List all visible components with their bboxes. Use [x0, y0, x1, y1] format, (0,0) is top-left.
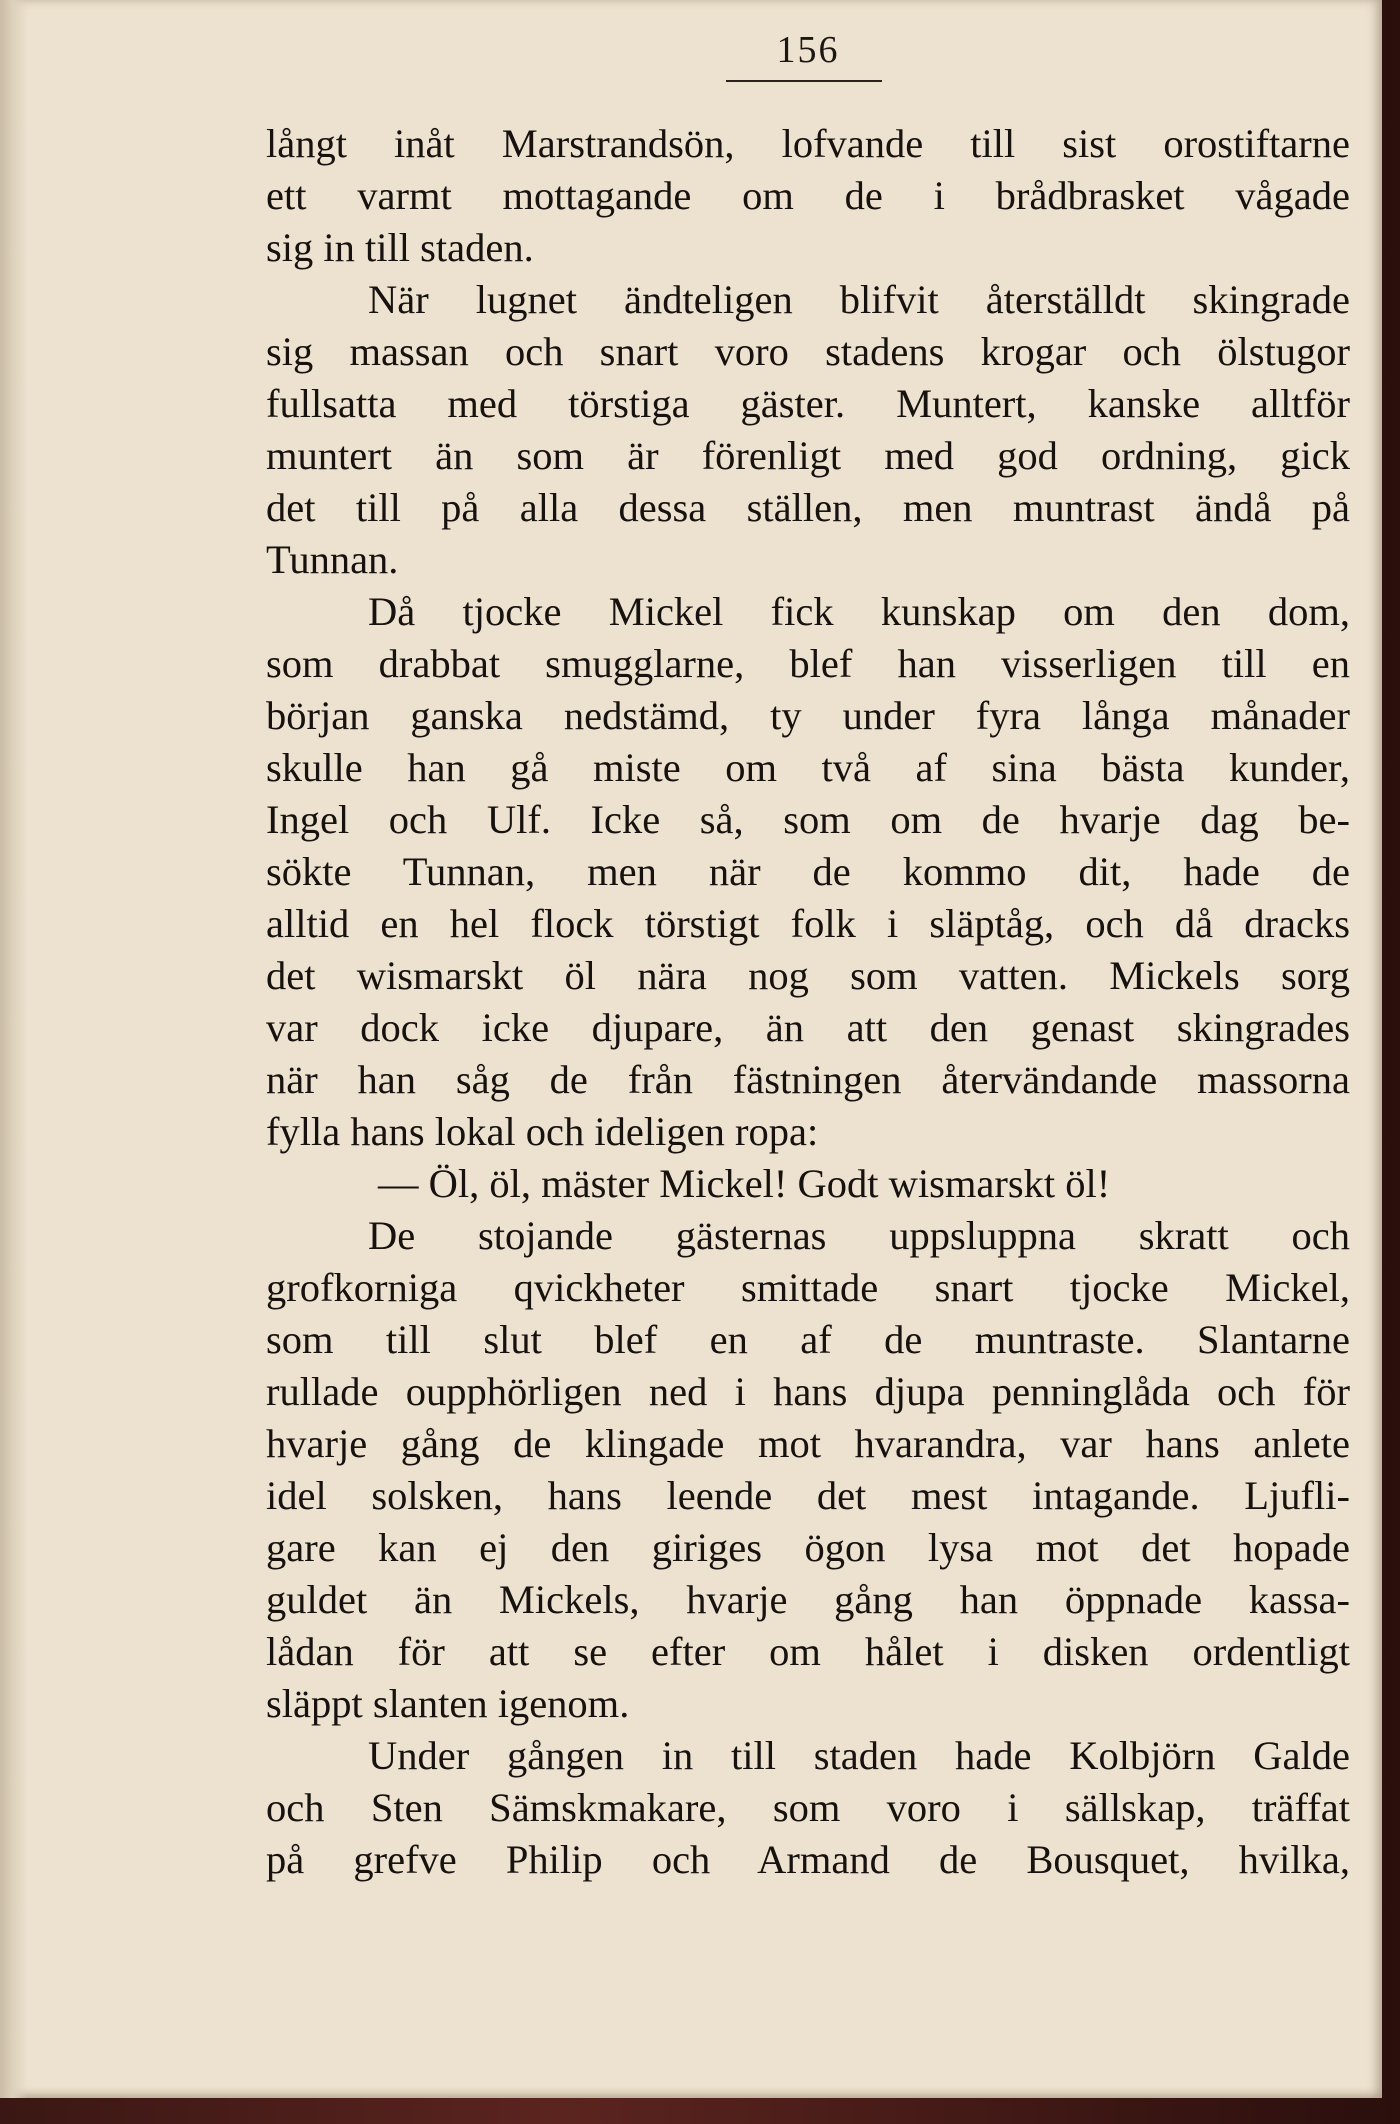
text-line: hvarje gång de klingade mot hvarandra, var hans anlete [266, 1421, 1350, 1466]
text-line: skulle han gå miste om två af sina bästa kunder, [266, 745, 1350, 790]
text-line: muntert än som är förenligt med god ordning, gick [266, 433, 1350, 478]
text-line: det till på alla dessa ställen, men muntrast ändå på [266, 485, 1350, 530]
page-gutter [0, 0, 28, 2098]
text-line: början ganska nedstämd, ty under fyra långa månader [266, 693, 1350, 738]
text-line: alltid en hel flock törstigt folk i släptåg, och då dracks [266, 901, 1350, 946]
page-number: 156 [776, 29, 840, 71]
text-line: fylla hans lokal och ideligen ropa: [266, 1109, 819, 1154]
text-line: grofkorniga qvickheter smittade snart tjocke Mickel, [266, 1265, 1350, 1310]
page-number-rule [726, 80, 882, 82]
text-line: rullade oupphörligen ned i hans djupa penninglåda och för [266, 1369, 1350, 1414]
text-line: det wismarskt öl nära nog som vatten. Mickels sorg [266, 953, 1350, 998]
text-line: fullsatta med törstiga gäster. Muntert, kanske alltför [266, 381, 1350, 426]
text-line: sig in till staden. [266, 225, 534, 270]
text-line: när han såg de från fästningen återvändande massorna [266, 1057, 1350, 1102]
text-line: Ingel och Ulf. Icke så, som om de hvarje dag be- [266, 797, 1350, 842]
text-line: som drabbat smugglarne, blef han visserligen till en [266, 641, 1350, 686]
text-line: lådan för att se efter om hålet i disken ordentligt [266, 1629, 1350, 1674]
text-line: När lugnet ändteligen blifvit återställdt skingrade [368, 277, 1350, 322]
text-line: långt inåt Marstrandsön, lofvande till sist orostiftarne [266, 121, 1350, 166]
text-line: De stojande gästernas uppsluppna skratt och [368, 1213, 1350, 1258]
text-line: sig massan och snart voro stadens krogar och ölstugor [266, 329, 1350, 374]
text-line: sökte Tunnan, men när de kommo dit, hade de [266, 849, 1350, 894]
text-line: och Sten Sämskmakare, som voro i sällskap, träffat [266, 1785, 1350, 1830]
text-line: idel solsken, hans leende det mest intagande. Ljufli- [266, 1473, 1350, 1518]
text-line: ett varmt mottagande om de i brådbrasket vågade [266, 173, 1350, 218]
text-line: på grefve Philip och Armand de Bousquet, hvilka, [266, 1837, 1350, 1882]
text-line: guldet än Mickels, hvarje gång han öppnade kassa- [266, 1577, 1350, 1622]
text-line: Under gången in till staden hade Kolbjörn Galde [368, 1733, 1350, 1778]
text-line: — Öl, öl, mäster Mickel! Godt wismarskt öl! [378, 1161, 1111, 1206]
text-line: var dock icke djupare, än att den genast skingrades [266, 1005, 1350, 1050]
text-line: Då tjocke Mickel fick kunskap om den dom, [368, 589, 1350, 634]
text-line: gare kan ej den giriges ögon lysa mot det hopade [266, 1525, 1350, 1570]
text-line: släppt slanten igenom. [266, 1681, 630, 1726]
text-line: Tunnan. [266, 537, 399, 582]
body-text [266, 118, 1350, 1886]
text-line: som till slut blef en af de muntraste. Slantarne [266, 1317, 1350, 1362]
